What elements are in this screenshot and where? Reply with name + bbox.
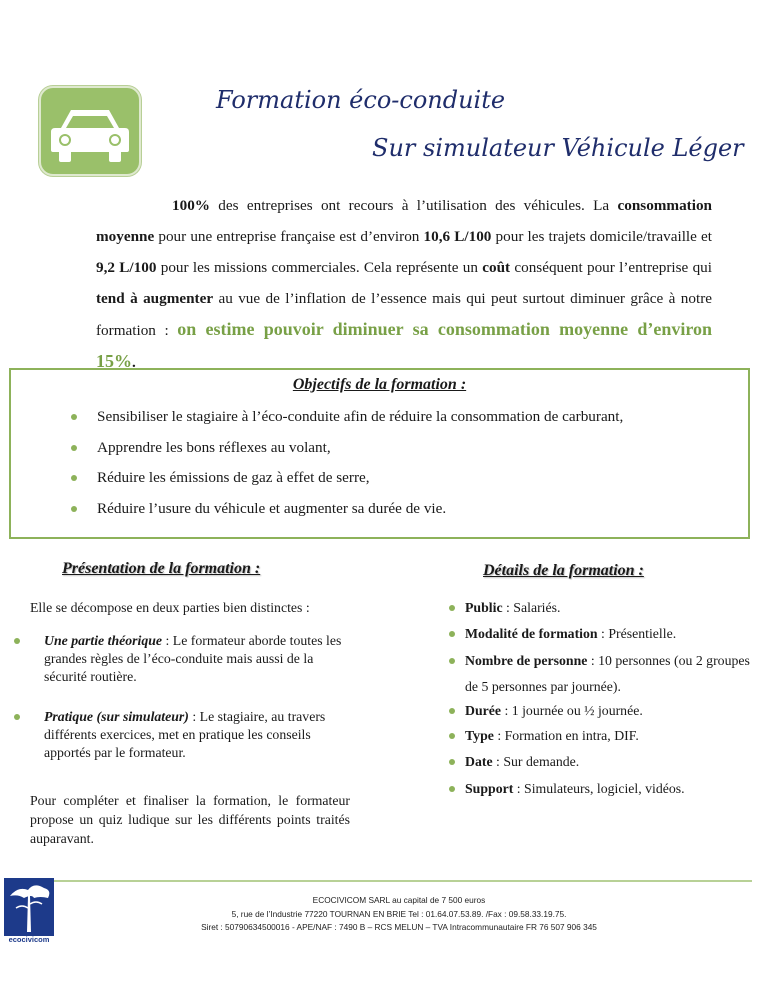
bullet-icon [449, 631, 455, 637]
objectives-box [9, 368, 750, 539]
bullet-icon [449, 708, 455, 714]
footer-line-2: 5, rue de l’Industrie 77220 TOURNAN EN BRIE Tel : 01.64.07.53.89. /Fax : 09.58.33.19.75. [231, 909, 567, 919]
bullet-icon [71, 506, 77, 512]
list-item: Pratique (sur simulateur) : Le stagiaire, au travers différents exercices, met en pratique les conseils apportés par le formateur. [44, 708, 350, 762]
list-item: Date : Sur demande. [465, 749, 750, 775]
page-subtitle: Sur simulateur Véhicule Léger [372, 134, 744, 162]
car-icon [39, 86, 141, 176]
bullet-icon [71, 475, 77, 481]
footer-line-3: Siret : 50790634500016 - APE/NAF : 7490 B – RCS MELUN – TVA Intracommunautaire FR 76 507 906 345 [201, 922, 597, 932]
list-item: Durée : 1 journée ou ½ journée. [465, 698, 750, 724]
bullet-icon [449, 759, 455, 765]
list-item: Une partie théorique : Le formateur aborde toutes les grandes règles de l’éco-conduite mais aussi de la sécurité routière. [44, 632, 350, 686]
objectives-title: Objectifs de la formation : [292, 376, 467, 393]
intro-paragraph: 100% des entreprises ont recours à l’utilisation des véhicules. La consommation moyenne pour une entreprise française est d’environ 10,6 L/100 pour les trajets domicile/travaille et 9,2 L/100 pour les missions commerciales. Cela représente un coût conséquent pour l’entreprise qui tend à augmenter au vue de l’inflation de l’essence mais qui peut surtout diminuer grâce à notre formation : on estime pouvoir diminuer sa consommation moyenne d’environ 15%. [96, 197, 713, 371]
bullet-icon [14, 714, 20, 720]
highlight-claim: on estime pouvoir diminuer sa consommation moyenne d’environ 15% [96, 319, 713, 371]
list-item: Public : Salariés. [465, 595, 750, 621]
details-title: Détails de la formation : [483, 562, 644, 579]
bullet-icon [449, 605, 455, 611]
list-item: Support : Simulateurs, logiciel, vidéos. [465, 776, 750, 802]
list-item: Réduire les émissions de gaz à effet de serre, [71, 469, 623, 500]
bullet-icon [71, 445, 77, 451]
presentation-title: Présentation de la formation : [62, 560, 261, 577]
bullet-icon [14, 638, 20, 644]
page-title: Formation éco-conduite [216, 86, 506, 114]
presentation-intro: Elle se décompose en deux parties bien distinctes : [30, 600, 310, 615]
bullet-icon [71, 414, 77, 420]
list-item: Réduire l’usure du véhicule et augmenter sa durée de vie. [71, 500, 623, 531]
bullet-icon [449, 786, 455, 792]
bullet-icon [449, 658, 455, 664]
list-item: Nombre de personne : 10 personnes (ou 2 groupes de 5 personnes par journée). [465, 648, 750, 700]
presentation-closing: Pour compléter et finaliser la formation, le formateur propose un quiz ludique sur les différents points traités auparavant. [30, 793, 350, 846]
list-item: Apprendre les bons réflexes au volant, [71, 439, 623, 470]
objectives-list [71, 408, 623, 530]
footer-divider [46, 880, 752, 882]
logo-text: ecocivicom [8, 935, 50, 944]
list-item: Sensibiliser le stagiaire à l’éco-conduite afin de réduire la consommation de carburant, [71, 408, 623, 439]
footer-line-1: ECOCIVICOM SARL au capital de 7 500 euros [312, 895, 486, 905]
list-item: Modalité de formation : Présentielle. [465, 621, 750, 647]
list-item: Type : Formation en intra, DIF. [465, 723, 750, 749]
bullet-icon [449, 733, 455, 739]
